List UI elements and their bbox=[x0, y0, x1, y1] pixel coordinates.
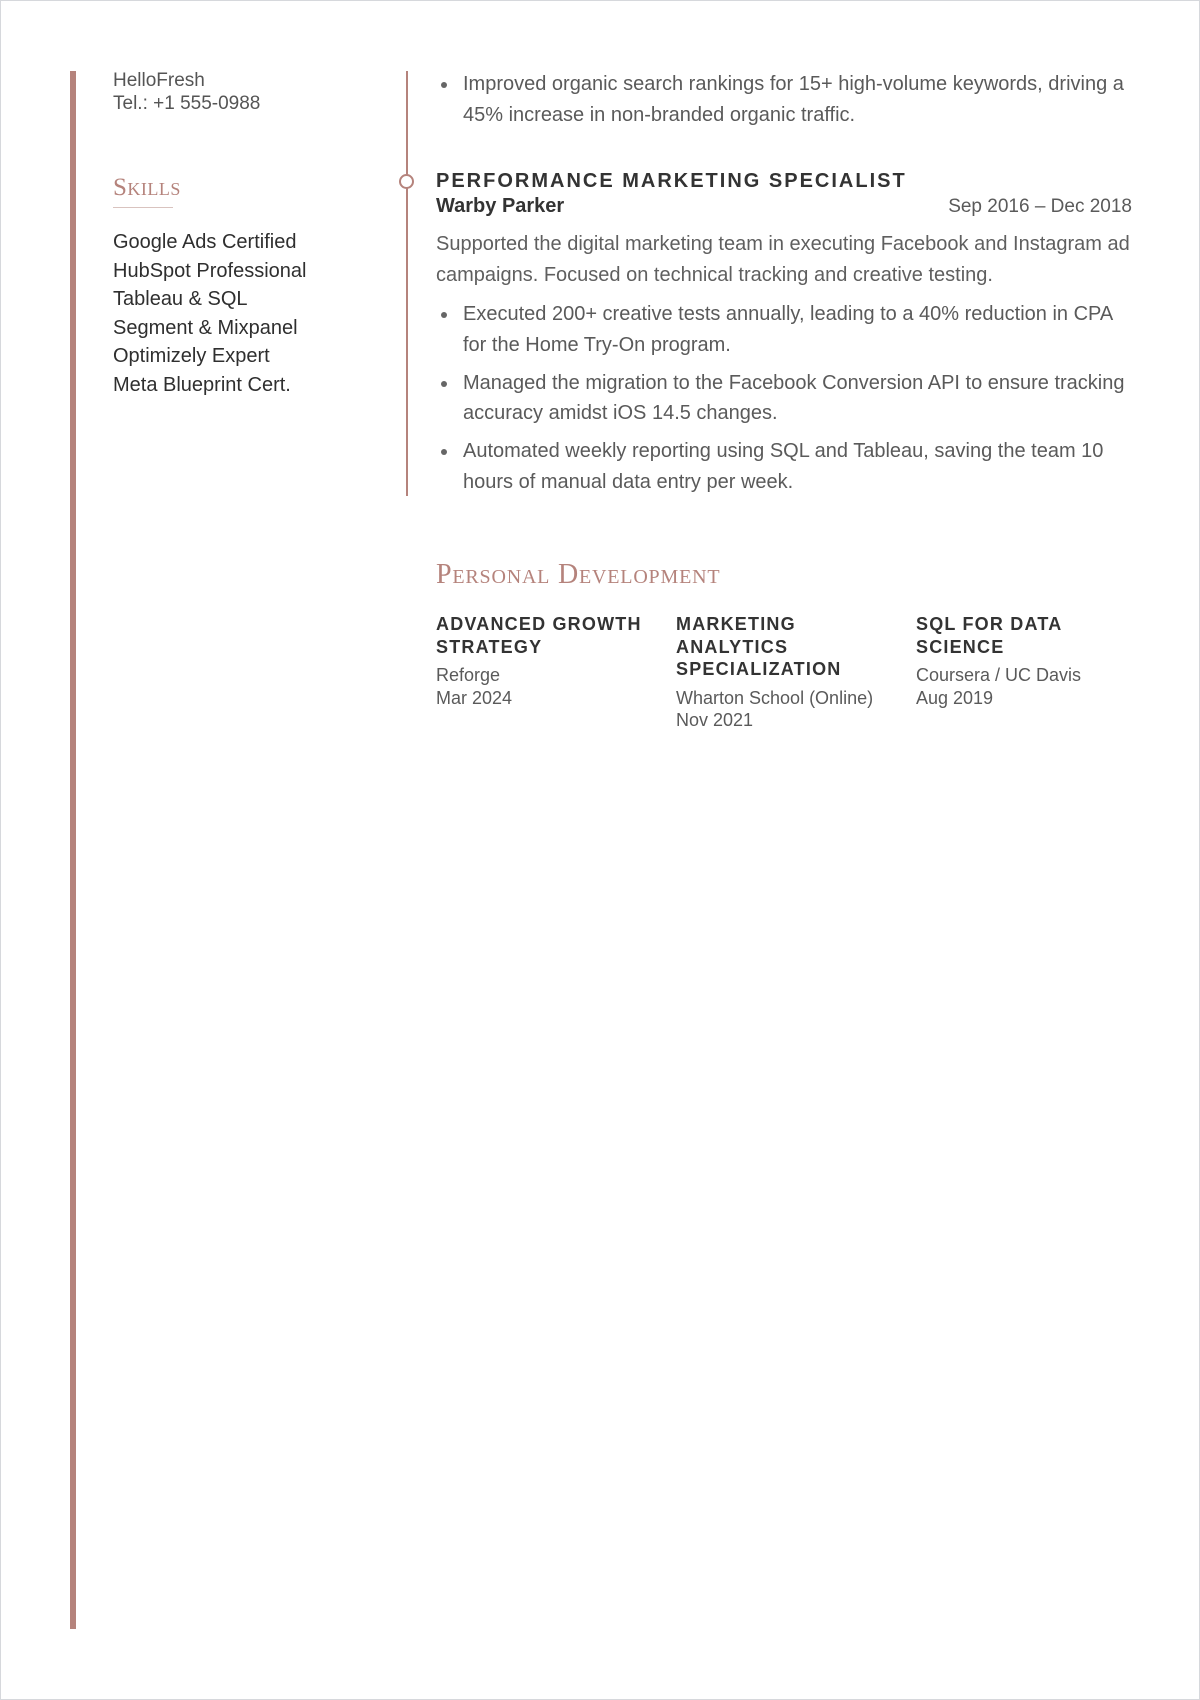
course-grid bbox=[436, 613, 1156, 732]
course-name: MARKETING ANALYTICS SPECIALIZATION bbox=[676, 614, 842, 679]
personal-development-section bbox=[436, 557, 1156, 732]
previous-job-bullets bbox=[436, 69, 1132, 130]
skill-item: Google Ads Certified bbox=[113, 231, 297, 253]
experience-section bbox=[436, 69, 1132, 493]
course-item bbox=[916, 613, 1156, 732]
course-name: ADVANCED GROWTH STRATEGY bbox=[436, 614, 642, 657]
course-provider: Wharton School (Online) bbox=[676, 687, 874, 708]
job-dates: Sep 2016 – Dec 2018 bbox=[948, 196, 1132, 217]
skills-underline bbox=[113, 207, 173, 208]
skill-item: Meta Blueprint Cert. bbox=[113, 373, 291, 396]
bullet-item: Managed the migration to the Facebook Conversion API to ensure tracking accuracy amidst iOS 14.5 changes. bbox=[436, 368, 1132, 429]
sidebar bbox=[113, 69, 383, 399]
accent-bar bbox=[70, 71, 76, 1629]
job-bullets bbox=[436, 299, 1132, 497]
course-date: Mar 2024 bbox=[436, 687, 513, 708]
course-date: Aug 2019 bbox=[916, 687, 994, 708]
skill-item: Tableau & SQL bbox=[113, 288, 248, 310]
job-title: PERFORMANCE MARKETING SPECIALIST bbox=[436, 170, 907, 192]
course-item bbox=[436, 613, 676, 732]
contact-phone: Tel.: +1 555-0988 bbox=[113, 93, 261, 114]
skill-item: Segment & Mixpanel bbox=[113, 316, 298, 339]
job-entry bbox=[436, 169, 1132, 505]
course-date: Nov 2021 bbox=[676, 710, 754, 730]
skills-heading: Skills bbox=[113, 174, 181, 201]
timeline-dot bbox=[399, 174, 414, 189]
course-name: SQL FOR DATA SCIENCE bbox=[916, 614, 1062, 657]
course-provider: Coursera / UC Davis bbox=[916, 665, 1082, 685]
course-provider: Reforge bbox=[436, 665, 501, 685]
contact-line-1: HelloFresh bbox=[113, 70, 205, 91]
job-meta bbox=[436, 194, 1132, 219]
bullet-item: Automated weekly reporting using SQL and Tableau, saving the team 10 hours of manual data entry per week. bbox=[436, 436, 1132, 497]
personal-development-heading: Personal Development bbox=[436, 559, 721, 590]
company-name: Warby Parker bbox=[436, 195, 565, 217]
bullet-item: Improved organic search rankings for 15+ high-volume keywords, driving a 45% increase in non-branded organic traffic. bbox=[436, 69, 1132, 130]
skill-item: Optimizely Expert bbox=[113, 345, 270, 367]
skill-item: HubSpot Professional bbox=[113, 259, 307, 282]
course-item bbox=[676, 613, 916, 732]
timeline-line bbox=[406, 71, 408, 496]
job-description: Supported the digital marketing team in executing Facebook and Instagram ad campaigns. Focused on technical tracking and creative testing. bbox=[436, 233, 1130, 286]
bullet-item: Executed 200+ creative tests annually, leading to a 40% reduction in CPA for the Home Try-On program. bbox=[436, 299, 1132, 360]
skills-list bbox=[113, 228, 383, 399]
